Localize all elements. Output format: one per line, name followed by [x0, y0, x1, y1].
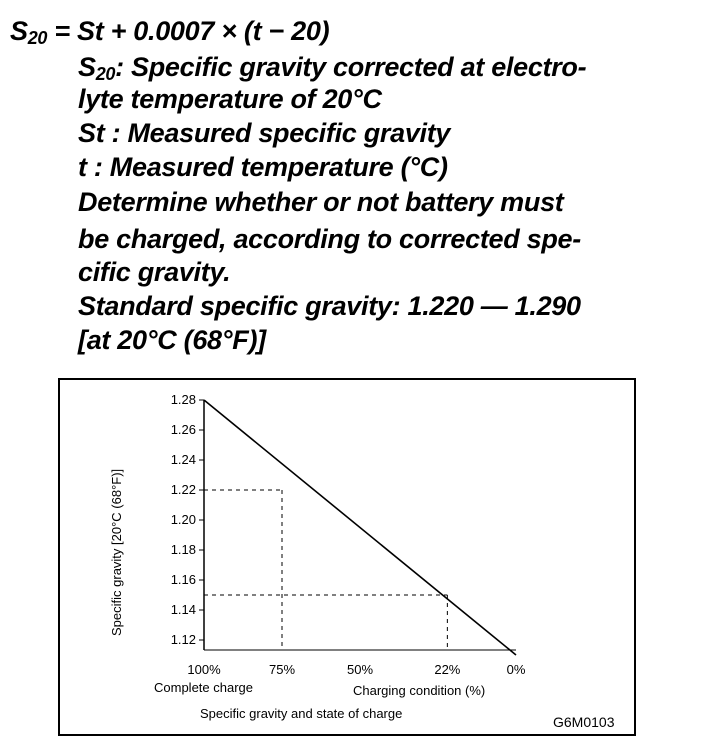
definition-t: t : Measured temperature (°C)	[78, 152, 448, 182]
y-tick-label: 1.22	[170, 482, 196, 497]
figure-code: G6M0103	[553, 714, 615, 730]
x-tick-label: 50%	[346, 662, 374, 677]
y-tick-label: 1.28	[170, 392, 196, 407]
series-line	[204, 400, 516, 655]
formula-symbol: S	[10, 16, 28, 46]
chart-figure	[58, 378, 636, 736]
correction-formula	[10, 15, 329, 47]
formula-rhs: = St + 0.0007 × (t − 20)	[47, 16, 330, 46]
y-tick-label: 1.16	[170, 572, 196, 587]
y-tick-label: 1.24	[170, 452, 196, 467]
complete-charge-label: Complete charge	[154, 680, 253, 695]
formula-subscript: 20	[27, 28, 48, 48]
y-tick-label: 1.26	[170, 422, 196, 437]
x-tick-label: 0%	[506, 662, 526, 677]
y-axis-label: Specific gravity [20°C (68°F)]	[109, 468, 124, 636]
x-tick-label: 22%	[434, 662, 461, 677]
y-tick-label: 1.14	[170, 602, 196, 617]
standard-gravity-line: Standard specific gravity: 1.220 — 1.290	[78, 291, 581, 321]
chart-svg	[60, 380, 634, 734]
definition-s20-cont: lyte temperature of 20°C	[78, 84, 382, 114]
instruction-line: Determine whether or not battery must	[78, 187, 564, 217]
definition-st: St : Measured specific gravity	[78, 118, 451, 148]
definition-symbol: S	[78, 52, 96, 82]
standard-gravity-condition: [at 20°C (68°F)]	[78, 325, 266, 355]
instruction-line: be charged, according to corrected spe-	[78, 224, 581, 254]
y-tick-label: 1.20	[170, 512, 196, 527]
instruction-line: cific gravity.	[78, 257, 231, 287]
x-tick-label: 100%	[187, 662, 221, 677]
y-tick-label: 1.18	[170, 542, 196, 557]
definition-text: : Specific gravity corrected at electro-	[115, 52, 587, 82]
charging-condition-label: Charging condition (%)	[353, 683, 486, 698]
x-tick-label: 75%	[268, 662, 296, 677]
definition-subscript: 20	[95, 64, 116, 84]
chart-caption: Specific gravity and state of charge	[200, 706, 403, 721]
definition-s20	[78, 51, 586, 83]
y-tick-label: 1.12	[170, 632, 196, 647]
